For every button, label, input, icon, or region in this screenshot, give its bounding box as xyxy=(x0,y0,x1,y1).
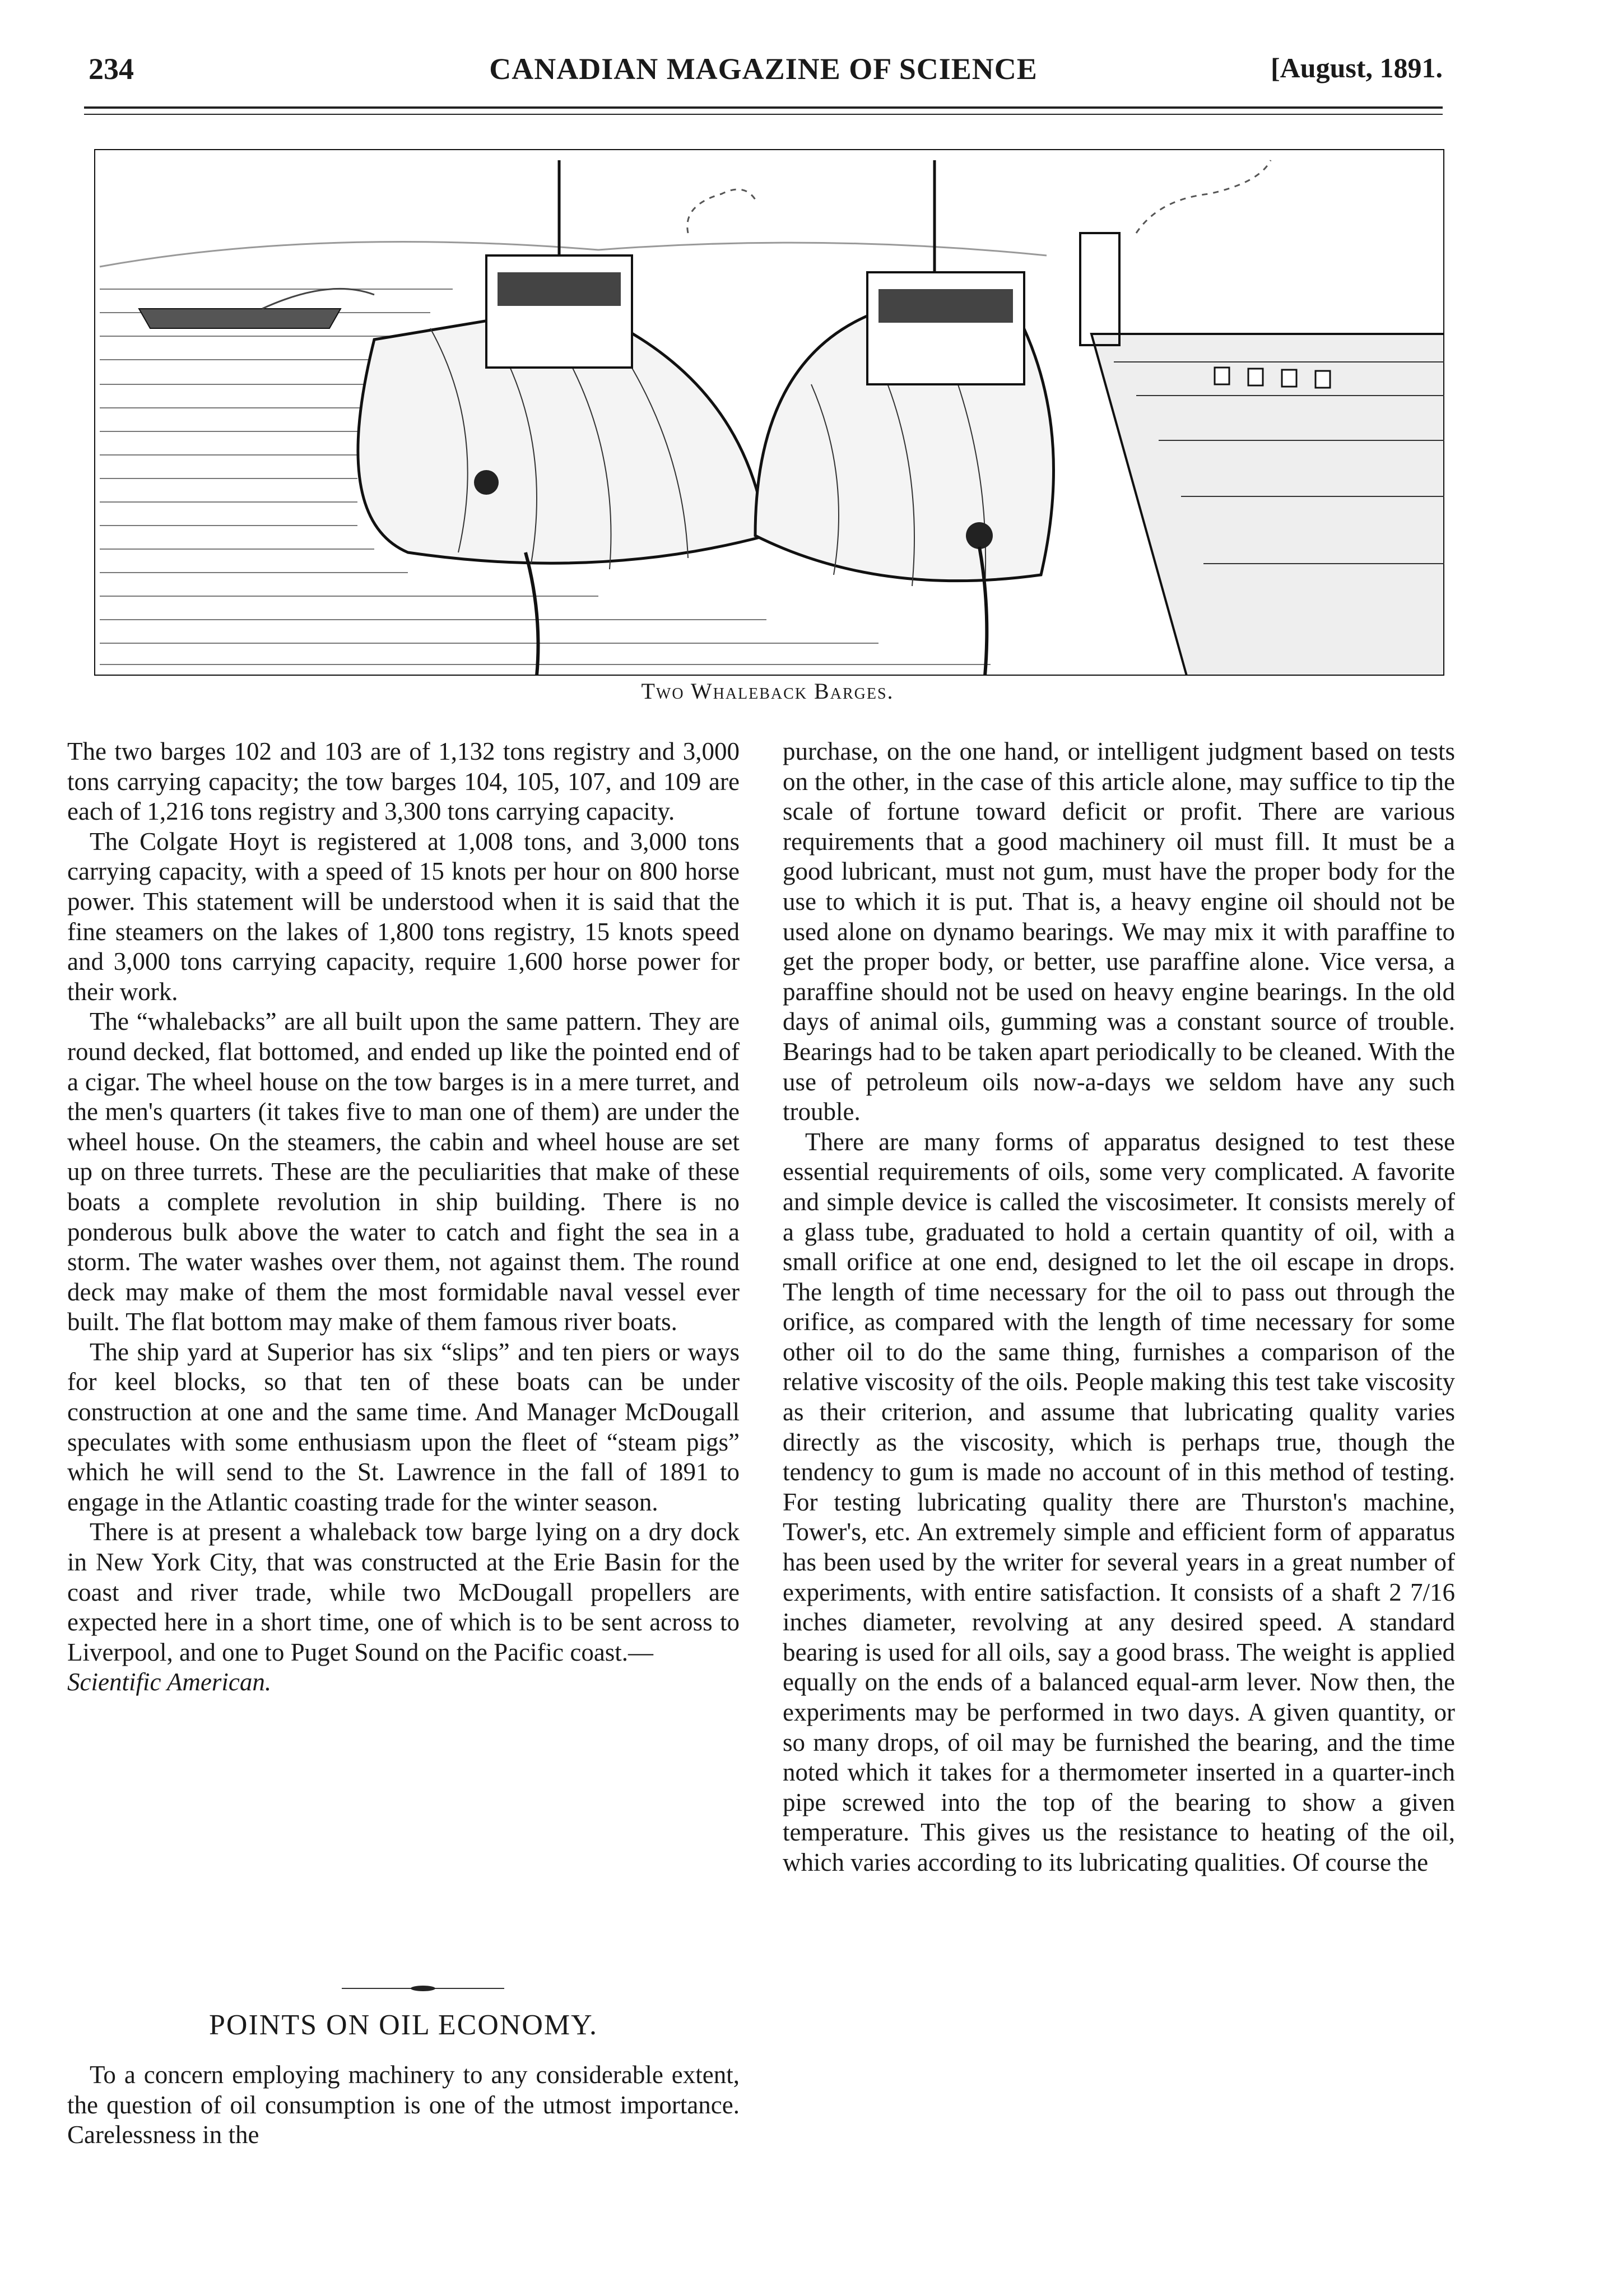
whaleback-barges-illustration xyxy=(94,149,1444,676)
issue-date: [August, 1891. xyxy=(1271,52,1443,83)
article-paragraph: There is at present a whaleback tow barge lying on a dry dock in New York City, that was constructed at the Erie Basin for the coast and river trade, while two McDougall propellers are expected here in a short time, one of which is to be sent across to Liverpool, and one to Puget Sound on the Pacific coast.— xyxy=(67,1518,740,1666)
section-ornament xyxy=(342,1984,504,1992)
figure-caption: Two Whaleback Barges. xyxy=(641,678,894,704)
section-opening-column xyxy=(67,2060,740,2150)
header-rule xyxy=(84,106,1443,109)
page-number: 234 xyxy=(89,52,134,86)
section-opening-paragraph: To a concern employing machinery to any considerable extent, the question of oil consumption is one of the utmost importance. Carelessness in the xyxy=(67,2061,740,2149)
left-column xyxy=(67,737,740,1698)
article-paragraph: purchase, on the one hand, or intelligent judgment based on tests on the other, in the case of this article alone, may suffice to tip the scale of fortune toward deficit or profit. There are various requirements that a good machinery oil must fill. It must be a good lubricant, must not gum, must have the proper body for the use to which it is put. That is, a heavy engine oil should not be used alone on dynamo bearings. We may mix it with paraffine to get the proper body, or better, use paraffine alone. Vice versa, a paraffine should not be used on heavy engine bearings. In the old days of animal oils, gumming was a constant source of trouble. Bearings had to be taken apart periodically to be cleaned. With the use of petroleum oils now-a-days we seldom have any such trouble. xyxy=(783,737,1455,1126)
article-paragraph: There are many forms of apparatus designed to test these essential requirements of oils, some very complicated. A favorite and simple device is called the viscosimeter. It consists merely of a glass tube, graduated to hold a certain quantity of oil, with a small orifice at one end, designed to let the oil escape in drops. The length of time necessary for the oil to pass out through the orifice, as compared with the length of time necessary for some other oil to do the same thing, furnishes a comparison of the relative viscosity of the oils. People making this test take viscosity as their criterion, and assume that lubricating quality varies directly as the viscosity, which is perhaps true, though the tendency to gum is made no account of in this method of testing. For testing lubricating quality there are Thurston's machine, Tower's, etc. An extremely simple and efficient form of apparatus has been used by the writer for several years in a great number of experiments, with entire satisfaction. It consists of a shaft 2 7/16 inches diameter, revolving at any desired speed. A standard bearing is used for all oils, say a good brass. The weight is applied equally on the ends of a balanced equal-arm lever. Now then, the experiments may be performed in two days. A given quantity, or so many drops, of oil may be furnished the bearing, and the time noted which it takes for a thermometer inserted in a quarter-inch pipe screwed into the top of the bearing to show a given temperature. This gives us the resistance to heating of the oil, which varies according to its lubricating qualities. Of course the xyxy=(783,1127,1455,1876)
header-rule-thin xyxy=(84,114,1443,115)
right-column xyxy=(783,737,1455,1878)
running-header xyxy=(84,48,1443,90)
article-paragraph: The ship yard at Superior has six “slips” and ten piers or ways for keel blocks, so that ten of these boats can be under construction at one and the same time. And Manager McDougall speculates with some enthusiasm upon the fleet of “steam pigs” which he will send to the St. Lawrence in the fall of 1891 to engage in the Atlantic coasting trade for the winter season. xyxy=(67,1337,740,1516)
source-signature: Scientific American. xyxy=(67,1668,272,1697)
article-paragraph: The Colgate Hoyt is registered at 1,008 tons, and 3,000 tons carrying capacity, with a speed of 15 knots per hour on 800 horse power. This statement will be understood when it is said that the fine steamers on the lakes of 1,800 tons registry, 15 knots speed and 3,000 tons carrying capacity, require 1,600 horse power for their work. xyxy=(67,827,740,1006)
section-heading: POINTS ON OIL ECONOMY. xyxy=(208,2009,598,2041)
article-paragraph: The two barges 102 and 103 are of 1,132 tons registry and 3,000 tons carrying capacity; the tow barges 104, 105, 107, and 109 are each of 1,216 tons registry and 3,300 tons carrying capacity. xyxy=(67,737,740,826)
article-paragraph: The “whalebacks” are all built upon the same pattern. They are round decked, flat bottomed, and ended up like the pointed end of a cigar. The wheel house on the tow barges is in a mere turret, and the men's quarters (it takes five to man one of them) are under the wheel house. On the steamers, the cabin and wheel house are set up on three turrets. These are the peculiarities that make of these boats a complete revolution in ship building. There is no ponderous bulk above the water to catch and fight the sea in a storm. The water washes over them, not against them. The round deck may make of them the most formidable naval vessel ever built. The flat bottom may make of them famous river boats. xyxy=(67,1007,740,1336)
magazine-title: CANADIAN MAGAZINE OF SCIENCE xyxy=(489,52,1038,86)
